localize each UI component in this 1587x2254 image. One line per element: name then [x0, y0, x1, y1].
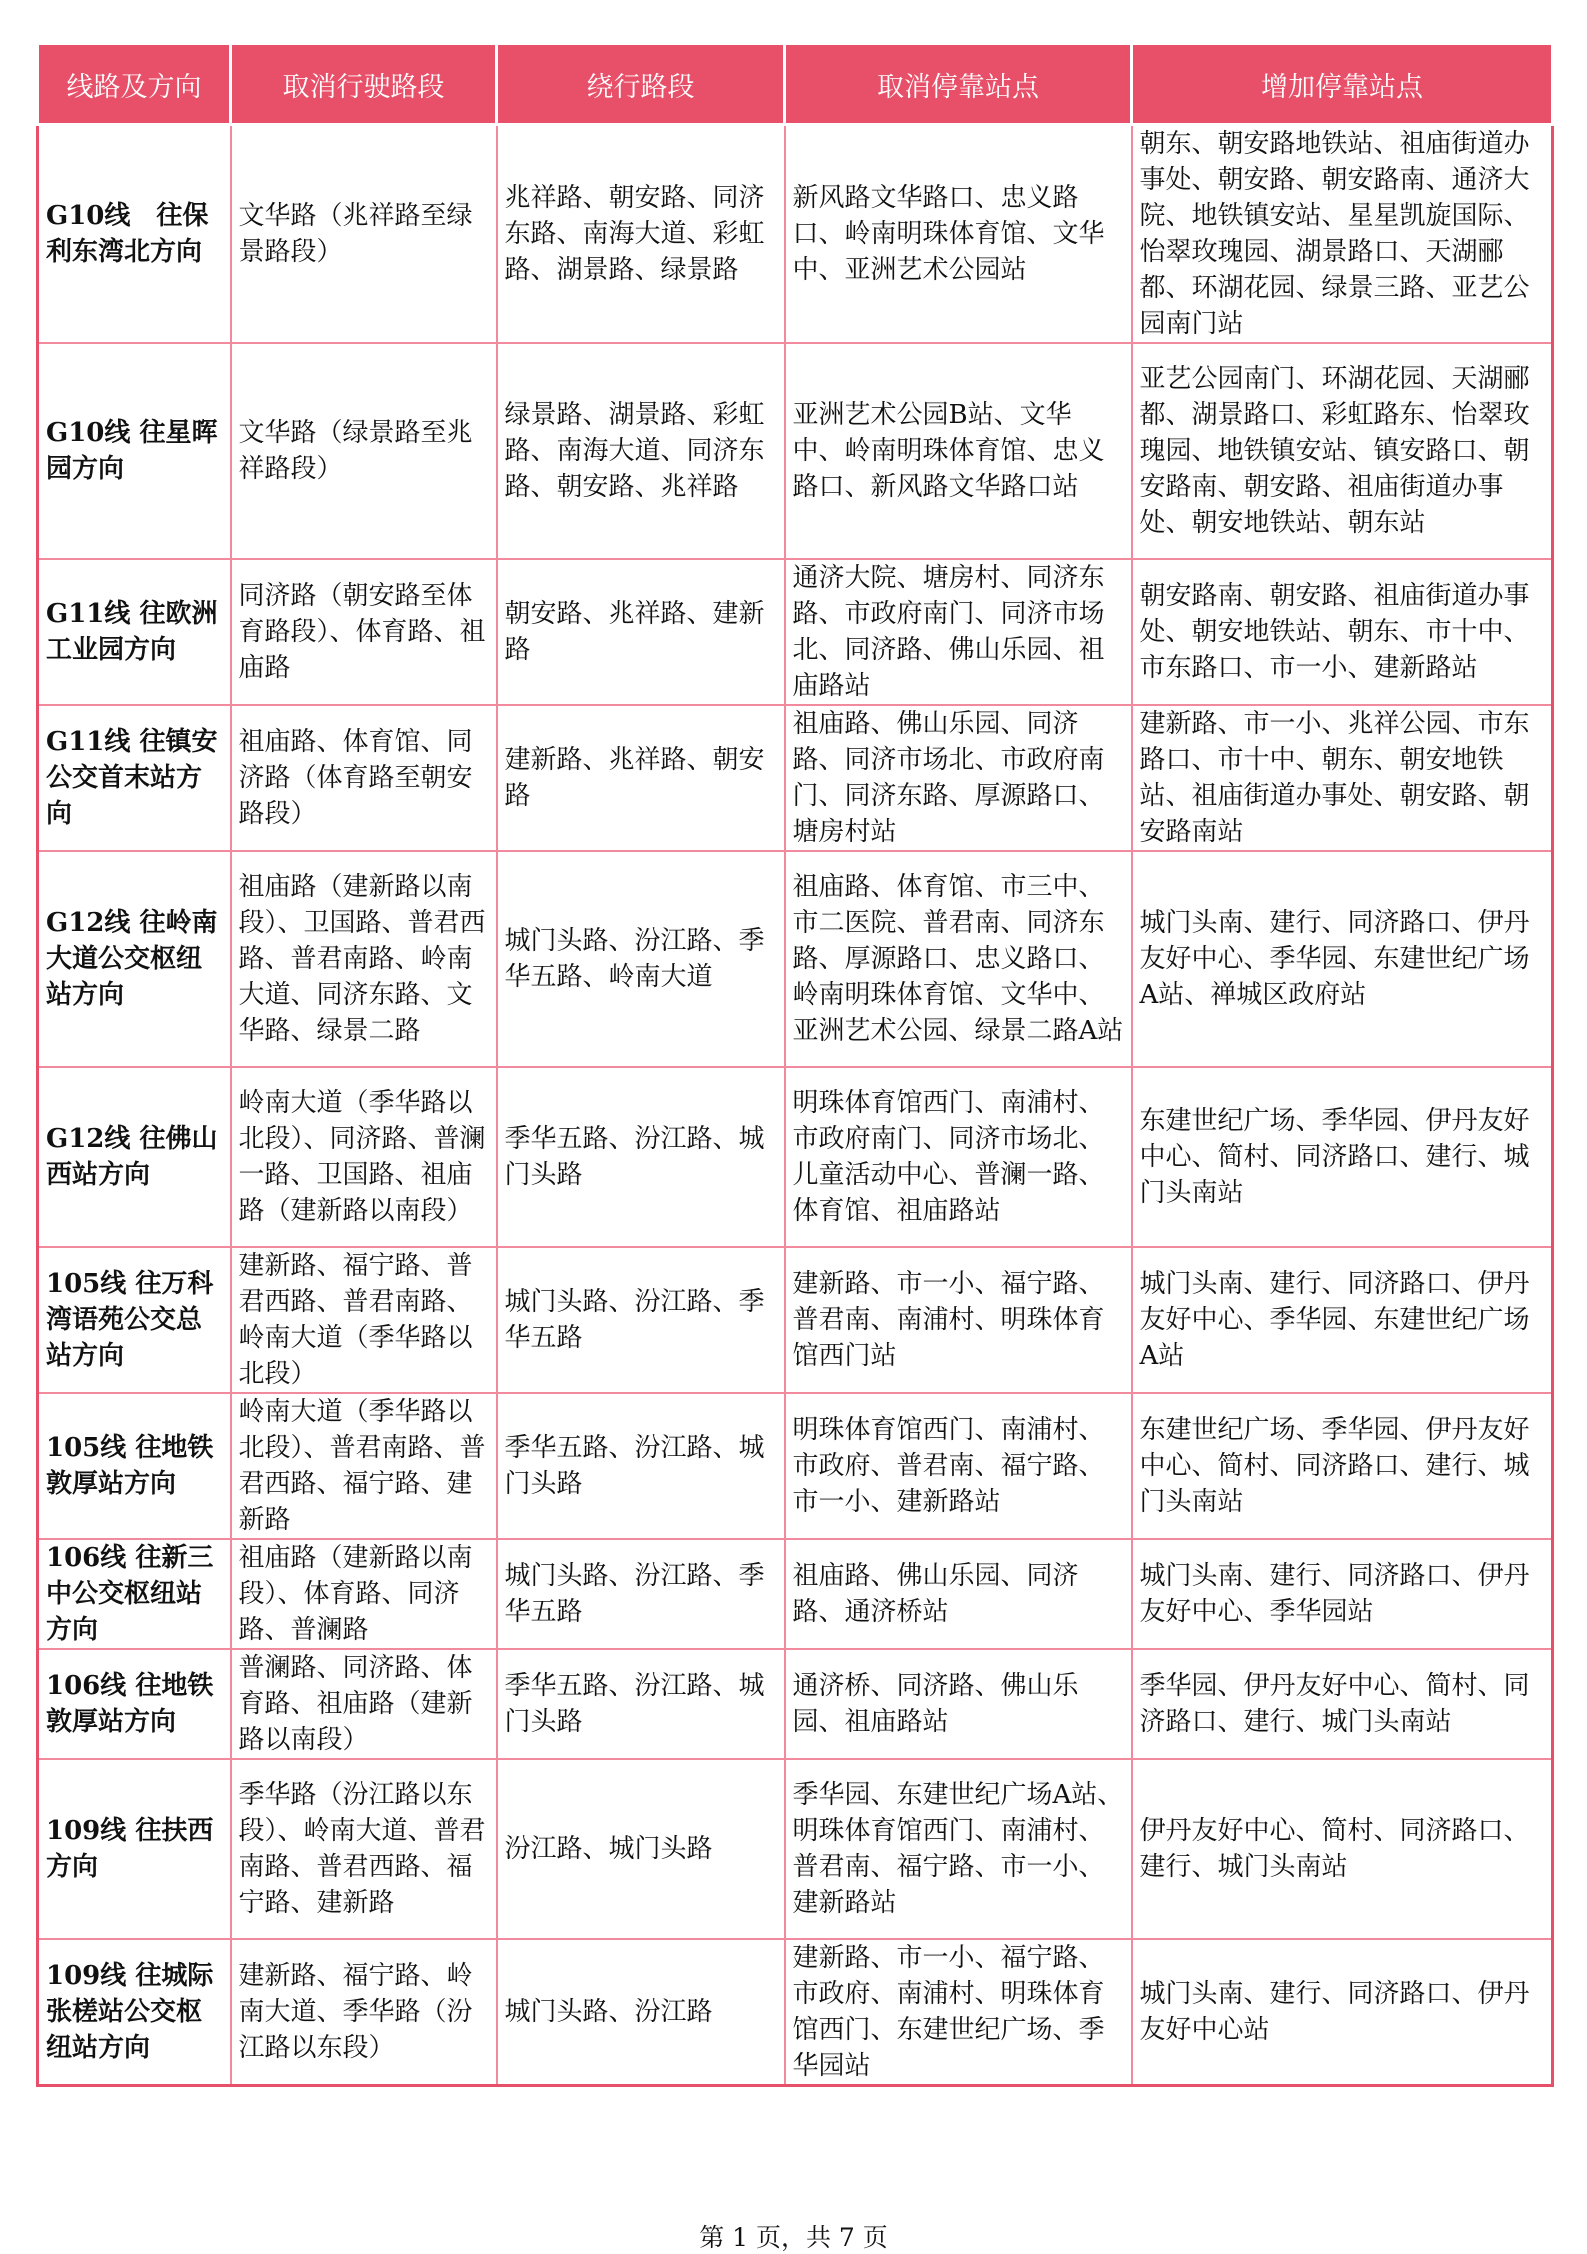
- detour-cell: 建新路、兆祥路、朝安路: [497, 705, 785, 851]
- add-stops-cell: 城门头南、建行、同济路口、伊丹友好中心、季华园、东建世纪广场A站、禅城区政府站: [1132, 851, 1553, 1067]
- add-stops-cell: 伊丹友好中心、简村、同济路口、建行、城门头南站: [1132, 1759, 1553, 1939]
- line-direction-cell: G12线 往佛山西站方向: [38, 1067, 231, 1247]
- add-stops-cell: 季华园、伊丹友好中心、简村、同济路口、建行、城门头南站: [1132, 1649, 1553, 1759]
- cancel-segment-cell: 同济路（朝安路至体育路段）、体育路、祖庙路: [231, 559, 497, 705]
- add-stops-cell: 亚艺公园南门、环湖花园、天湖郦都、湖景路口、彩虹路东、怡翠玫瑰园、地铁镇安站、镇安路口、朝安路南、朝安路、祖庙街道办事处、朝安地铁站、朝东站: [1132, 343, 1553, 559]
- add-stops-cell: 城门头南、建行、同济路口、伊丹友好中心站: [1132, 1939, 1553, 2086]
- page-number-footer: 第 1 页，共 7 页: [699, 2223, 888, 2252]
- table-row: [38, 1539, 1553, 1649]
- header-add-stops: 增加停靠站点: [1132, 44, 1553, 125]
- cancel-stops-cell: 祖庙路、体育馆、市三中、市二医院、普君南、同济东路、厚源路口、忠义路口、岭南明珠体育馆、文华中、亚洲艺术公园、绿景二路A站: [785, 851, 1132, 1067]
- line-direction-cell: 109线 往扶西方向: [38, 1759, 231, 1939]
- cancel-segment-cell: 祖庙路、体育馆、同济路（体育路至朝安路段）: [231, 705, 497, 851]
- detour-cell: 朝安路、兆祥路、建新路: [497, 559, 785, 705]
- line-direction-cell: 106线 往新三中公交枢纽站方向: [38, 1539, 231, 1649]
- line-direction-cell: 105线 往万科湾语苑公交总站方向: [38, 1247, 231, 1393]
- table-row: [38, 1067, 1553, 1247]
- table-row: [38, 125, 1553, 344]
- table-row: [38, 1247, 1553, 1393]
- cancel-segment-cell: 文华路（兆祥路至绿景路段）: [231, 125, 497, 344]
- detour-cell: 兆祥路、朝安路、同济东路、南海大道、彩虹路、湖景路、绿景路: [497, 125, 785, 344]
- detour-cell: 城门头路、汾江路、季华五路: [497, 1539, 785, 1649]
- cancel-segment-cell: 岭南大道（季华路以北段）、同济路、普澜一路、卫国路、祖庙路（建新路以南段）: [231, 1067, 497, 1247]
- add-stops-cell: 城门头南、建行、同济路口、伊丹友好中心、季华园站: [1132, 1539, 1553, 1649]
- table-header-row: [38, 44, 1553, 125]
- header-cancel-stops: 取消停靠站点: [785, 44, 1132, 125]
- detour-cell: 绿景路、湖景路、彩虹路、南海大道、同济东路、朝安路、兆祥路: [497, 343, 785, 559]
- cancel-stops-cell: 祖庙路、佛山乐园、同济路、同济市场北、市政府南门、同济东路、厚源路口、塘房村站: [785, 705, 1132, 851]
- cancel-segment-cell: 文华路（绿景路至兆祥路段）: [231, 343, 497, 559]
- table-row: [38, 851, 1553, 1067]
- cancel-segment-cell: 祖庙路（建新路以南段）、卫国路、普君西路、普君南路、岭南大道、同济东路、文华路、绿景二路: [231, 851, 497, 1067]
- line-direction-cell: G12线 往岭南大道公交枢纽站方向: [38, 851, 231, 1067]
- cancel-stops-cell: 新风路文华路口、忠义路口、岭南明珠体育馆、文华中、亚洲艺术公园站: [785, 125, 1132, 344]
- route-change-table: [36, 42, 1554, 2087]
- cancel-stops-cell: 季华园、东建世纪广场A站、明珠体育馆西门、南浦村、普君南、福宁路、市一小、建新路站: [785, 1759, 1132, 1939]
- table-row: [38, 1759, 1553, 1939]
- cancel-segment-cell: 建新路、福宁路、普君西路、普君南路、岭南大道（季华路以北段）: [231, 1247, 497, 1393]
- table-row: [38, 343, 1553, 559]
- cancel-segment-cell: 季华路（汾江路以东段）、岭南大道、普君南路、普君西路、福宁路、建新路: [231, 1759, 497, 1939]
- line-direction-cell: 105线 往地铁敦厚站方向: [38, 1393, 231, 1539]
- detour-cell: 季华五路、汾江路、城门头路: [497, 1067, 785, 1247]
- table-row: [38, 559, 1553, 705]
- cancel-segment-cell: 祖庙路（建新路以南段）、体育路、同济路、普澜路: [231, 1539, 497, 1649]
- table-row: [38, 1649, 1553, 1759]
- cancel-stops-cell: 建新路、市一小、福宁路、市政府、南浦村、明珠体育馆西门、东建世纪广场、季华园站: [785, 1939, 1132, 2086]
- detour-cell: 城门头路、汾江路: [497, 1939, 785, 2086]
- cancel-stops-cell: 亚洲艺术公园B站、文华中、岭南明珠体育馆、忠义路口、新风路文华路口站: [785, 343, 1132, 559]
- detour-cell: 季华五路、汾江路、城门头路: [497, 1649, 785, 1759]
- detour-cell: 汾江路、城门头路: [497, 1759, 785, 1939]
- detour-cell: 城门头路、汾江路、季华五路、岭南大道: [497, 851, 785, 1067]
- add-stops-cell: 朝东、朝安路地铁站、祖庙街道办事处、朝安路、朝安路南、通济大院、地铁镇安站、星星凯旋国际、怡翠玫瑰园、湖景路口、天湖郦都、环湖花园、绿景三路、亚艺公园南门站: [1132, 125, 1553, 344]
- line-direction-cell: 109线 往城际张槎站公交枢纽站方向: [38, 1939, 231, 2086]
- cancel-stops-cell: 明珠体育馆西门、南浦村、市政府、普君南、福宁路、市一小、建新路站: [785, 1393, 1132, 1539]
- add-stops-cell: 城门头南、建行、同济路口、伊丹友好中心、季华园、东建世纪广场A站: [1132, 1247, 1553, 1393]
- cancel-stops-cell: 祖庙路、佛山乐园、同济路、通济桥站: [785, 1539, 1132, 1649]
- cancel-stops-cell: 通济大院、塘房村、同济东路、市政府南门、同济市场北、同济路、佛山乐园、祖庙路站: [785, 559, 1132, 705]
- table-row: [38, 1939, 1553, 2086]
- line-direction-cell: G10线 往星晖园方向: [38, 343, 231, 559]
- line-direction-cell: G11线 往镇安公交首末站方向: [38, 705, 231, 851]
- add-stops-cell: 东建世纪广场、季华园、伊丹友好中心、简村、同济路口、建行、城门头南站: [1132, 1067, 1553, 1247]
- detour-cell: 城门头路、汾江路、季华五路: [497, 1247, 785, 1393]
- add-stops-cell: 朝安路南、朝安路、祖庙街道办事处、朝安地铁站、朝东、市十中、市东路口、市一小、建新路站: [1132, 559, 1553, 705]
- cancel-segment-cell: 岭南大道（季华路以北段）、普君南路、普君西路、福宁路、建新路: [231, 1393, 497, 1539]
- line-direction-cell: 106线 往地铁敦厚站方向: [38, 1649, 231, 1759]
- document-page: [36, 42, 1551, 2087]
- cancel-segment-cell: 普澜路、同济路、体育路、祖庙路（建新路以南段）: [231, 1649, 497, 1759]
- header-line-direction: 线路及方向: [38, 44, 231, 125]
- cancel-stops-cell: 通济桥、同济路、佛山乐园、祖庙路站: [785, 1649, 1132, 1759]
- cancel-stops-cell: 明珠体育馆西门、南浦村、市政府南门、同济市场北、儿童活动中心、普澜一路、体育馆、祖庙路站: [785, 1067, 1132, 1247]
- line-direction-cell: G11线 往欧洲工业园方向: [38, 559, 231, 705]
- table-row: [38, 1393, 1553, 1539]
- table-row: [38, 705, 1553, 851]
- cancel-stops-cell: 建新路、市一小、福宁路、普君南、南浦村、明珠体育馆西门站: [785, 1247, 1132, 1393]
- line-direction-cell: G10线 往保利东湾北方向: [38, 125, 231, 344]
- detour-cell: 季华五路、汾江路、城门头路: [497, 1393, 785, 1539]
- header-cancel-segment: 取消行驶路段: [231, 44, 497, 125]
- header-detour: 绕行路段: [497, 44, 785, 125]
- cancel-segment-cell: 建新路、福宁路、岭南大道、季华路（汾江路以东段）: [231, 1939, 497, 2086]
- add-stops-cell: 建新路、市一小、兆祥公园、市东路口、市十中、朝东、朝安地铁站、祖庙街道办事处、朝安路、朝安路南站: [1132, 705, 1553, 851]
- add-stops-cell: 东建世纪广场、季华园、伊丹友好中心、简村、同济路口、建行、城门头南站: [1132, 1393, 1553, 1539]
